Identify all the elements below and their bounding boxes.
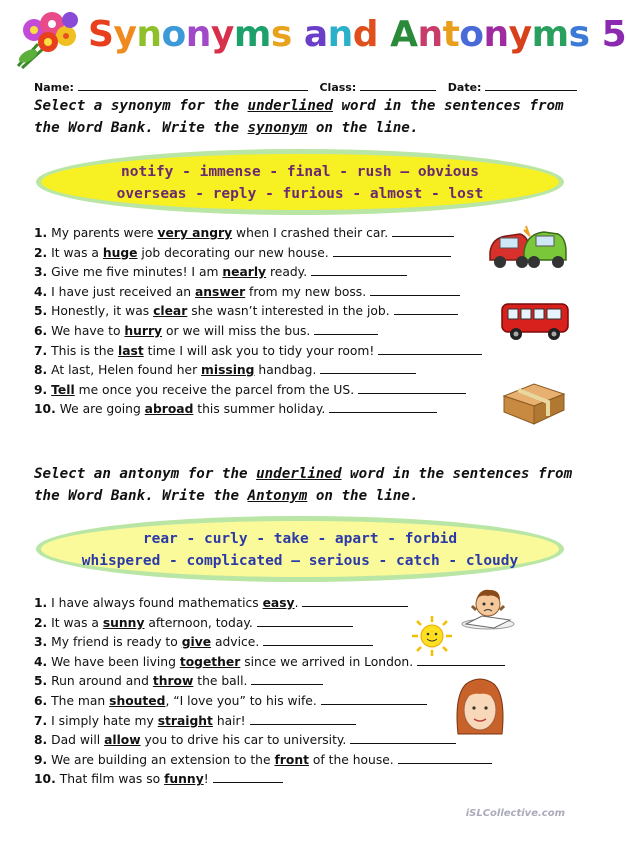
exercise-number: 1. (34, 596, 48, 610)
sentence-text: I have just received an (47, 284, 195, 299)
title-letter: 5 (601, 14, 626, 55)
underlined-word: missing (201, 363, 255, 378)
underlined-word: front (274, 752, 309, 767)
title-letter: t (442, 14, 460, 55)
sentence-text: the ball. (193, 674, 248, 689)
exercise-number: 5. (34, 674, 48, 689)
exercise-number: 1. (34, 226, 48, 240)
sentence-text: I simply hate my (47, 713, 158, 728)
footer-watermark: iSLCollective.com (465, 808, 565, 819)
sentence-text: We are going (55, 402, 145, 417)
sentence-text: me once you receive the parcel from the US. (74, 382, 355, 397)
exercise-number: 4. (34, 654, 48, 669)
girl-face-icon (452, 676, 508, 738)
title-letter: y (210, 14, 234, 55)
exercise-number: 2. (34, 615, 48, 630)
exercise-number: 6. (34, 324, 48, 338)
exercise-number: 7. (34, 713, 48, 728)
underlined-word: huge (102, 245, 138, 260)
answer-line[interactable] (320, 362, 416, 374)
word-bank-line-2: whispered - complicated – serious - catch - cloudy (81, 553, 519, 569)
exercise-item (34, 343, 482, 359)
answer-line[interactable] (311, 264, 407, 276)
underlined-word: last (118, 343, 144, 358)
exercise-number: 7. (34, 343, 48, 358)
date-label: Date: (447, 81, 482, 94)
exercise-item (34, 264, 407, 280)
title-letter: n (327, 14, 353, 55)
title-letter: n (136, 14, 162, 55)
title-letter: m (233, 14, 271, 55)
underlined-word: allow (104, 733, 141, 748)
answer-line[interactable] (398, 752, 492, 764)
page-title (88, 14, 626, 55)
exercise-item (34, 771, 283, 787)
answer-line[interactable] (213, 771, 283, 783)
exercise-number: 3. (34, 265, 48, 280)
word-bank-line-1: rear - curly - take - apart - forbid (142, 531, 458, 547)
sentence-text: or we will miss the bus. (162, 324, 311, 338)
exercise-item (34, 401, 437, 417)
sentence-text: hair! (212, 713, 246, 728)
name-field[interactable] (78, 80, 308, 91)
sun-icon (410, 614, 454, 658)
exercise-item (34, 284, 460, 300)
title-letter: y (113, 14, 137, 55)
answer-line[interactable] (333, 245, 451, 257)
title-letter: a (303, 14, 328, 55)
underlined-word: Tell (51, 382, 75, 397)
answer-line[interactable] (350, 732, 456, 744)
sentence-text: My parents were (47, 226, 158, 240)
exercise-item (34, 595, 408, 611)
title-letter: m (531, 14, 569, 55)
exercise-item (34, 634, 373, 650)
synonym-word-bank (36, 149, 564, 215)
underlined-word: nearly (222, 265, 267, 280)
underlined-word: easy (262, 596, 295, 610)
student-info-line (34, 80, 577, 94)
class-label: Class: (319, 81, 357, 94)
sentence-text: handbag. (254, 363, 317, 378)
name-label: Name: (34, 81, 74, 94)
answer-line[interactable] (251, 673, 323, 685)
exercise-number: 8. (34, 733, 48, 748)
parcel-box-icon (500, 376, 568, 426)
word-bank-line-2: overseas - reply - furious - almost - lost (116, 186, 484, 202)
sentence-text: The man (47, 694, 110, 708)
sentence-text: time I will ask you to tidy your room! (143, 343, 375, 358)
sentence-text: afternoon, today. (144, 615, 253, 630)
sentence-text: since we arrived in London. (240, 654, 414, 669)
answer-line[interactable] (314, 323, 378, 335)
sentence-text: you to drive his car to university. (140, 733, 347, 748)
sentence-text: That film was so (55, 772, 165, 787)
class-field[interactable] (360, 80, 436, 91)
sentence-text: I have always found mathematics (47, 596, 263, 610)
title-letter: n (185, 14, 211, 55)
flower-bouquet-icon (8, 6, 88, 72)
answer-line[interactable] (329, 401, 437, 413)
underlined-word: sunny (102, 615, 145, 630)
exercise-number: 9. (34, 752, 48, 767)
word-bank-line-1: notify - immense - final - rush – obvious (121, 164, 479, 180)
title-letter: s (568, 14, 590, 55)
sentence-text: she wasn’t interested in the job. (187, 304, 390, 319)
sentence-text: It was a (47, 245, 103, 260)
sentence-text: We have been living (47, 654, 180, 669)
synonym-instructions: Select a synonym for the underlined word in the sentences from the Word Bank. Write the synonym on the line. (34, 98, 564, 136)
sentence-text: This is the (47, 343, 119, 358)
red-bus-icon (500, 300, 570, 342)
title-letter: A (390, 14, 418, 55)
crashed-cars-icon (486, 222, 568, 272)
underlined-word: straight (157, 713, 213, 728)
underlined-word: answer (195, 284, 246, 299)
sentence-text: We have to (47, 324, 125, 338)
answer-line[interactable] (257, 615, 353, 627)
answer-line[interactable] (250, 713, 356, 725)
sentence-text: of the house. (308, 752, 394, 767)
exercise-item (34, 615, 353, 631)
sentence-text: when I crashed their car. (232, 226, 389, 240)
sentence-text: It was a (47, 615, 103, 630)
confused-student-icon (460, 586, 516, 630)
sentence-text: Honestly, it was (47, 304, 154, 319)
title-letter: n (417, 14, 443, 55)
answer-line[interactable] (394, 303, 458, 315)
title-letter: n (483, 14, 509, 55)
sentence-text: this summer holiday. (193, 402, 326, 417)
antonym-instructions: Select an antonym for the underlined word in the sentences from the Word Bank. Write the Antonym on the line. (34, 466, 573, 504)
sentence-text: ! (203, 772, 209, 787)
exercise-item (34, 303, 458, 319)
antonym-word-bank (36, 516, 564, 582)
underlined-word: very angry (157, 226, 233, 240)
exercise-item (34, 225, 454, 241)
title-letter: s (270, 14, 292, 55)
title-letter: y (508, 14, 532, 55)
sentence-text: advice. (211, 635, 260, 650)
title-letter: d (352, 14, 379, 55)
sentence-text: At last, Helen found her (47, 363, 202, 378)
title-letter: o (459, 14, 484, 55)
title-letter: S (88, 14, 114, 55)
exercise-item (34, 752, 492, 768)
sentence-text: We are building an extension to the (47, 752, 275, 767)
answer-line[interactable] (392, 225, 454, 237)
underlined-word: throw (152, 674, 194, 689)
exercise-number: 4. (34, 284, 48, 299)
exercise-number: 9. (34, 382, 48, 397)
exercise-number: 2. (34, 245, 48, 260)
exercise-number: 10. (34, 772, 56, 787)
answer-line[interactable] (370, 284, 460, 296)
underlined-word: clear (153, 304, 188, 319)
answer-line[interactable] (302, 595, 408, 607)
sentence-text: from my new boss. (245, 284, 367, 299)
exercise-number: 10. (34, 402, 56, 417)
exercise-number: 6. (34, 694, 48, 708)
answer-line[interactable] (378, 343, 482, 355)
exercise-item (34, 323, 378, 339)
title-letter: o (161, 14, 186, 55)
sentence-text: Give me five minutes! I am (47, 265, 223, 280)
exercise-number: 5. (34, 304, 48, 319)
underlined-word: together (179, 654, 241, 669)
sentence-text: My friend is ready to (47, 635, 182, 650)
sentence-text: job decorating our new house. (137, 245, 329, 260)
exercise-number: 8. (34, 363, 48, 378)
underlined-word: abroad (144, 402, 194, 417)
exercise-item (34, 673, 323, 689)
underlined-word: shouted (109, 694, 166, 708)
sentence-text: ready. (266, 265, 308, 280)
answer-line[interactable] (321, 693, 427, 705)
underlined-word: give (181, 635, 212, 650)
exercise-number: 3. (34, 635, 48, 650)
answer-line[interactable] (263, 634, 373, 646)
sentence-text: , “I love you” to his wife. (165, 694, 317, 708)
exercise-item (34, 732, 456, 748)
sentence-text: Dad will (47, 733, 105, 748)
sentence-text: . (294, 596, 299, 610)
sentence-text: Run around and (47, 674, 153, 689)
exercise-item (34, 245, 451, 261)
underlined-word: hurry (124, 324, 163, 338)
exercise-item (34, 713, 356, 729)
answer-line[interactable] (358, 382, 466, 394)
date-field[interactable] (485, 80, 577, 91)
underlined-word: funny (164, 772, 204, 787)
exercise-item (34, 382, 466, 398)
exercise-item (34, 693, 427, 709)
exercise-item (34, 362, 416, 378)
